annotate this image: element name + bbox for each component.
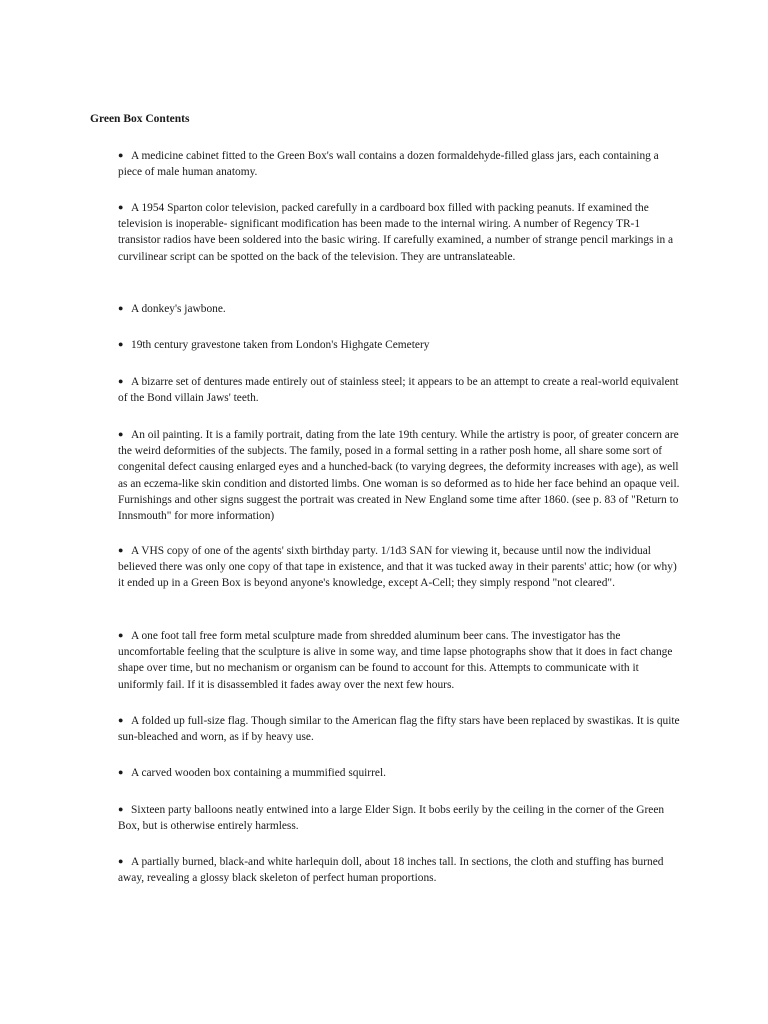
bullet-icon: ● xyxy=(118,202,124,212)
list-item-text: A 1954 Sparton color television, packed carefully in a cardboard box filled with packing peanuts. If examined the television is inoperable- significant modification has been made to the internal wiring. A number of Regency TR-1 transistor radios have been soldered into the basic wiring. If carefully examined, a number of strange pencil markings in a curvilinear script can be spotted on the back of the television. They are untranslateable. xyxy=(118,202,674,263)
bullet-icon: ● xyxy=(118,545,124,555)
bullet-icon: ● xyxy=(118,856,124,866)
list-item xyxy=(118,764,680,781)
bullet-icon: ● xyxy=(118,150,124,160)
bullet-icon: ● xyxy=(118,303,124,313)
list-item-text: 19th century gravestone taken from London's Highgate Cemetery xyxy=(131,339,430,351)
list-item-text: Sixteen party balloons neatly entwined into a large Elder Sign. It bobs eerily by the ceiling in the corner of the Green Box, but is otherwise entirely harmless. xyxy=(118,804,665,833)
list-item xyxy=(118,199,680,265)
bullet-icon: ● xyxy=(118,429,124,439)
bullet-icon: ● xyxy=(118,630,124,640)
list-item-text: A folded up full-size flag. Though similar to the American flag the fifty stars have been replaced by swastikas. It is quite sun-bleached and worn, as if by heavy use. xyxy=(118,715,680,744)
list-item-text: A partially burned, black-and white harlequin doll, about 18 inches tall. In sections, the cloth and stuffing has burned away, revealing a glossy black skeleton of perfect human proportions. xyxy=(118,856,664,885)
list-item xyxy=(118,147,680,180)
list-item xyxy=(118,853,680,886)
list-item-text: A bizarre set of dentures made entirely out of stainless steel; it appears to be an attempt to create a real-world equivalent of the Bond villain Jaws' teeth. xyxy=(118,376,679,405)
list-item-text: A medicine cabinet fitted to the Green Box's wall contains a dozen formaldehyde-filled glass jars, each containing a piece of male human anatomy. xyxy=(118,150,659,179)
list-item xyxy=(118,712,680,745)
bullet-icon: ● xyxy=(118,767,124,777)
list-item xyxy=(118,300,680,317)
list-item-text: A one foot tall free form metal sculpture made from shredded aluminum beer cans. The investigator has the uncomfortable feeling that the sculpture is alive in some way, and time lapse photographs show that it does in fact change shape over time, but no mechanism or organism can be found to account for this. Attempts to communicate with it uniformly fail. If it is disassembled it fades away over the next few hours. xyxy=(118,630,673,691)
list-item-text: A donkey's jawbone. xyxy=(131,303,226,315)
list-item xyxy=(118,336,680,353)
list-item-text: An oil painting. It is a family portrait, dating from the late 19th century. While the artistry is poor, of greater concern are the weird deformities of the subjects. The family, posed in a formal setting in a rather posh home, all share some sort of congenital defect causing enlarged eyes and a hunched-back (to varying degrees, the deformity increases with age), as well as an eczema-like skin condition and distorted limbs. One woman is so deformed as to hide her face behind an opaque veil. Furnishings and other signs suggest the portrait was created in New England some time after 1860. (see p. 83 of "Return to Innsmouth" for more information) xyxy=(118,429,680,523)
list-item-text: A carved wooden box containing a mummified squirrel. xyxy=(131,767,386,779)
list-item xyxy=(118,801,680,834)
list-item xyxy=(118,627,680,693)
bullet-icon: ● xyxy=(118,804,124,814)
list-item xyxy=(118,542,680,592)
list-item xyxy=(118,426,680,524)
page-title: Green Box Contents xyxy=(90,113,190,125)
list-item-text: A VHS copy of one of the agents' sixth birthday party. 1/1d3 SAN for viewing it, because until now the individual believed there was only one copy of that tape in existence, and that it was tucked away in their parents' attic; how (or why) it ended up in a Green Box is beyond anyone's knowledge, except A-Cell; they simply respond "not cleared". xyxy=(118,545,677,590)
bullet-icon: ● xyxy=(118,339,124,349)
bullet-icon: ● xyxy=(118,376,124,386)
bullet-icon: ● xyxy=(118,715,124,725)
list-item xyxy=(118,373,680,406)
